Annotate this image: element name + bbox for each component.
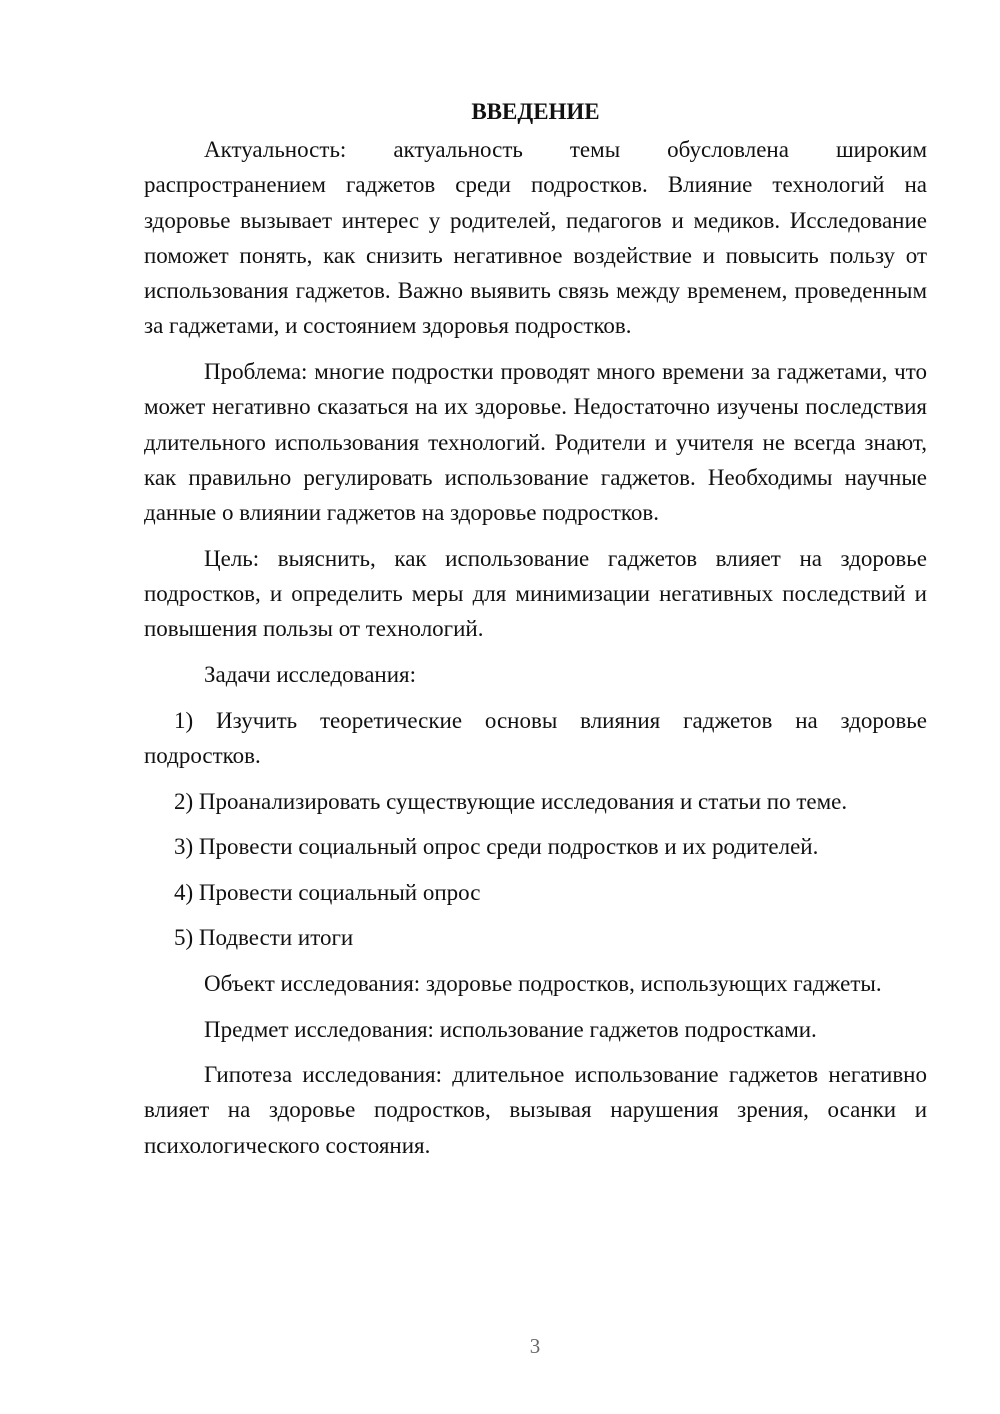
page-title: ВВЕДЕНИЕ <box>471 99 600 124</box>
relevance-paragraph: Актуальность: актуальность темы обусловлена широким распространением гаджетов среди подростков. Влияние технологий на здоровье вызывает интерес у родителей, педагогов и медиков. Исследование поможет понять, как снизить негативное воздействие и повысить пользу от использования гаджетов. Важно выявить связь между временем, проведенным за гаджетами, и состоянием здоровья подростков. <box>144 137 927 339</box>
task-item: 2) Проанализировать существующие исследования и статьи по теме. <box>174 788 848 814</box>
problem-paragraph: Проблема: многие подростки проводят много времени за гаджетами, что может негативно сказаться на их здоровье. Недостаточно изучены последствия длительного использования технологий. Родители и учителя не всегда знают, как правильно регулировать использование гаджетов. Необходимы научные данные о влиянии гаджетов на здоровье подростков. <box>144 359 927 526</box>
task-item: 3) Провести социальный опрос среди подростков и их родителей. <box>174 834 819 860</box>
task-item: 4) Провести социальный опрос <box>174 879 481 905</box>
tasks-heading: Задачи исследования: <box>204 662 417 688</box>
page-number: 3 <box>529 1334 541 1358</box>
task-item: 5) Подвести итоги <box>174 925 354 951</box>
object-paragraph: Объект исследования: здоровье подростков, использующих гаджеты. <box>204 970 882 996</box>
goal-paragraph: Цель: выяснить, как использование гаджетов влияет на здоровье подростков, и определить меры для минимизации негативных последствий и повышения пользы от технологий. <box>144 545 927 642</box>
task-item: 1) Изучить теоретические основы влияния гаджетов на здоровье подростков. <box>144 707 927 768</box>
document-body <box>144 94 927 1173</box>
subject-paragraph: Предмет исследования: использование гаджетов подростками. <box>204 1016 817 1042</box>
hypothesis-paragraph: Гипотеза исследования: длительное использование гаджетов негативно влияет на здоровье подростков, вызывая нарушения зрения, осанки и психологического состояния. <box>144 1062 927 1158</box>
